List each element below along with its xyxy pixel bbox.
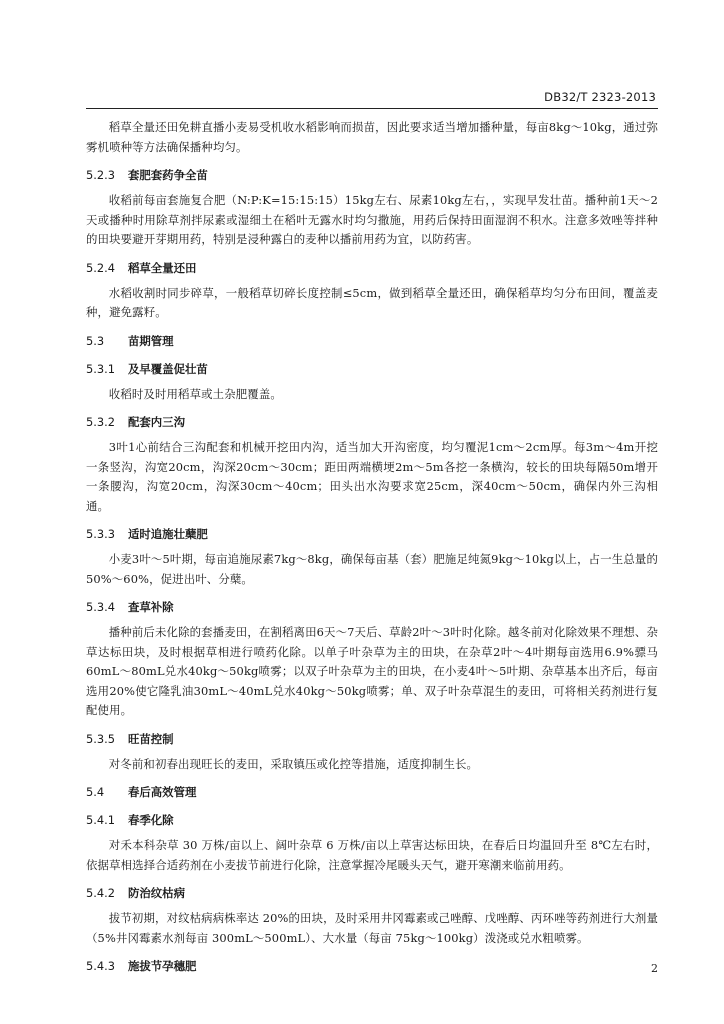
body-paragraph: 拔节初期，对纹枯病病株率达 20%的田块，及时采用井冈霉素或己唑醇、戊唑醇、丙环唑等药剂进行大剂量（5%井冈霉素水剂每亩 300mL～500mL）、大水量（每亩 75kg～100kg）泼浇或兑水粗喷雾。 <box>86 911 658 945</box>
section-heading <box>86 598 658 617</box>
section-heading <box>86 360 658 379</box>
section-number: 5.4 <box>86 785 105 799</box>
body-paragraph: 收稻前每亩套施复合肥（N:P:K=15:15:15）15kg左右、尿素10kg左右，，实现早发壮苗。播种前1天～2天或播种时用除草剂拌尿素或湿细土在稻叶无露水时均匀撒施，用药后保持田面湿润不积水。注意多效唑等拌种的田块要避开芽期用药，特别是浸种露白的麦种以播前用药为宜，以防药害。 <box>86 193 658 246</box>
body-paragraph: 对禾本科杂草 30 万株/亩以上、阔叶杂草 6 万株/亩以上草害达标田块，在春后日均温回升至 8℃左右时，依据草相选择合适药剂在小麦拔节前进行化除，注意掌握冷尾暖头天气，避开寒潮来临前用药。 <box>86 838 658 872</box>
page-number: 2 <box>651 962 658 975</box>
section-title: 春季化除 <box>128 813 174 827</box>
section-heading <box>86 166 658 185</box>
section-number: 5.3.2 <box>86 415 115 429</box>
section-heading <box>86 783 658 802</box>
section-number: 5.2.4 <box>86 260 115 275</box>
section-title: 配套内三沟 <box>128 415 185 429</box>
section-title: 旺苗控制 <box>128 731 174 746</box>
section-heading <box>86 884 658 903</box>
section-title: 查草补除 <box>128 600 174 614</box>
section-number: 5.3.3 <box>86 527 115 541</box>
section-number: 5.4.1 <box>86 813 115 827</box>
section-title: 及早覆盖促壮苗 <box>128 361 208 376</box>
body-paragraph: 收稻时及时用稻草或土杂肥覆盖。 <box>108 386 282 401</box>
body-paragraph: 对冬前和初春出现旺长的麦田，采取镇压或化控等措施，适度抑制生长。 <box>108 756 479 771</box>
section-heading <box>86 332 658 351</box>
section-heading <box>86 413 658 432</box>
section-number: 5.3.5 <box>86 731 115 746</box>
section-title: 适时追施壮蘖肥 <box>128 527 208 541</box>
body-paragraph: 小麦3叶～5叶期，每亩追施尿素7kg～8kg，确保每亩基（套）肥施足纯氮9kg～10kg以上，占一生总量的50%～60%，促进出叶、分蘖。 <box>86 552 658 586</box>
section-heading <box>86 525 658 544</box>
section-heading <box>86 259 658 278</box>
body-paragraph: 播种前后未化除的套播麦田，在割稻离田6天～7天后、草龄2叶～3叶时化除。越冬前对化除效果不理想、杂草达标田块，及时根据草相进行喷药化除。以单子叶杂草为主的田块，在杂草2叶～4叶期每亩选用6.9%骠马60mL～80mL兑水40kg～50kg喷雾；以双子叶杂草为主的田块，在小麦4叶～5叶期、杂草基本出齐后，每亩选用20%使它隆乳油30mL～40mL兑水40kg～50kg喷雾；单、双子叶杂草混生的麦田，可将相关药剂进行复配使用。 <box>86 625 658 717</box>
section-title: 防治纹枯病 <box>128 886 185 900</box>
body-paragraph: 稻草全量还田免耕直播小麦易受机收水稻影响而损苗，因此要求适当增加播种量，每亩8kg～10kg，通过弥雾机喷种等方法确保播种均匀。 <box>86 120 658 154</box>
body-paragraph: 水稻收割时同步碎草，一般稻草切碎长度控制≤5cm，做到稻草全量还田，确保稻草均匀分布田间，覆盖麦种，避免露籽。 <box>86 285 658 319</box>
section-heading <box>86 957 658 976</box>
body-paragraph: 3叶1心前结合三沟配套和机械开挖田内沟，适当加大开沟密度，均匀覆泥1cm～2cm厚。每3m～4m开挖一条竖沟，沟宽20cm，沟深20cm～30cm；距田两端横埂2m～5m各挖一条横沟，较长的田块每隔50m增开一条腰沟，沟宽20cm，沟深30cm～40cm；田头出水沟要求宽25cm，深40cm～50cm，确保内外三沟相通。 <box>86 440 658 513</box>
section-number: 5.3.4 <box>86 600 115 614</box>
section-number: 5.2.3 <box>86 168 115 182</box>
section-number: 5.3 <box>86 333 105 348</box>
section-title: 套肥套药争全苗 <box>128 168 208 182</box>
section-number: 5.4.3 <box>86 959 115 973</box>
section-heading <box>86 811 658 830</box>
section-title: 苗期管理 <box>128 333 174 348</box>
document-body <box>86 118 658 982</box>
section-number: 5.4.2 <box>86 886 115 900</box>
header-divider <box>86 108 658 109</box>
standard-code: DB32/T 2323-2013 <box>544 90 656 104</box>
section-title: 稻草全量还田 <box>128 260 197 275</box>
section-title: 施拔节孕穗肥 <box>128 959 197 973</box>
section-title: 春后高效管理 <box>128 785 197 799</box>
section-heading <box>86 730 658 749</box>
section-number: 5.3.1 <box>86 361 115 376</box>
